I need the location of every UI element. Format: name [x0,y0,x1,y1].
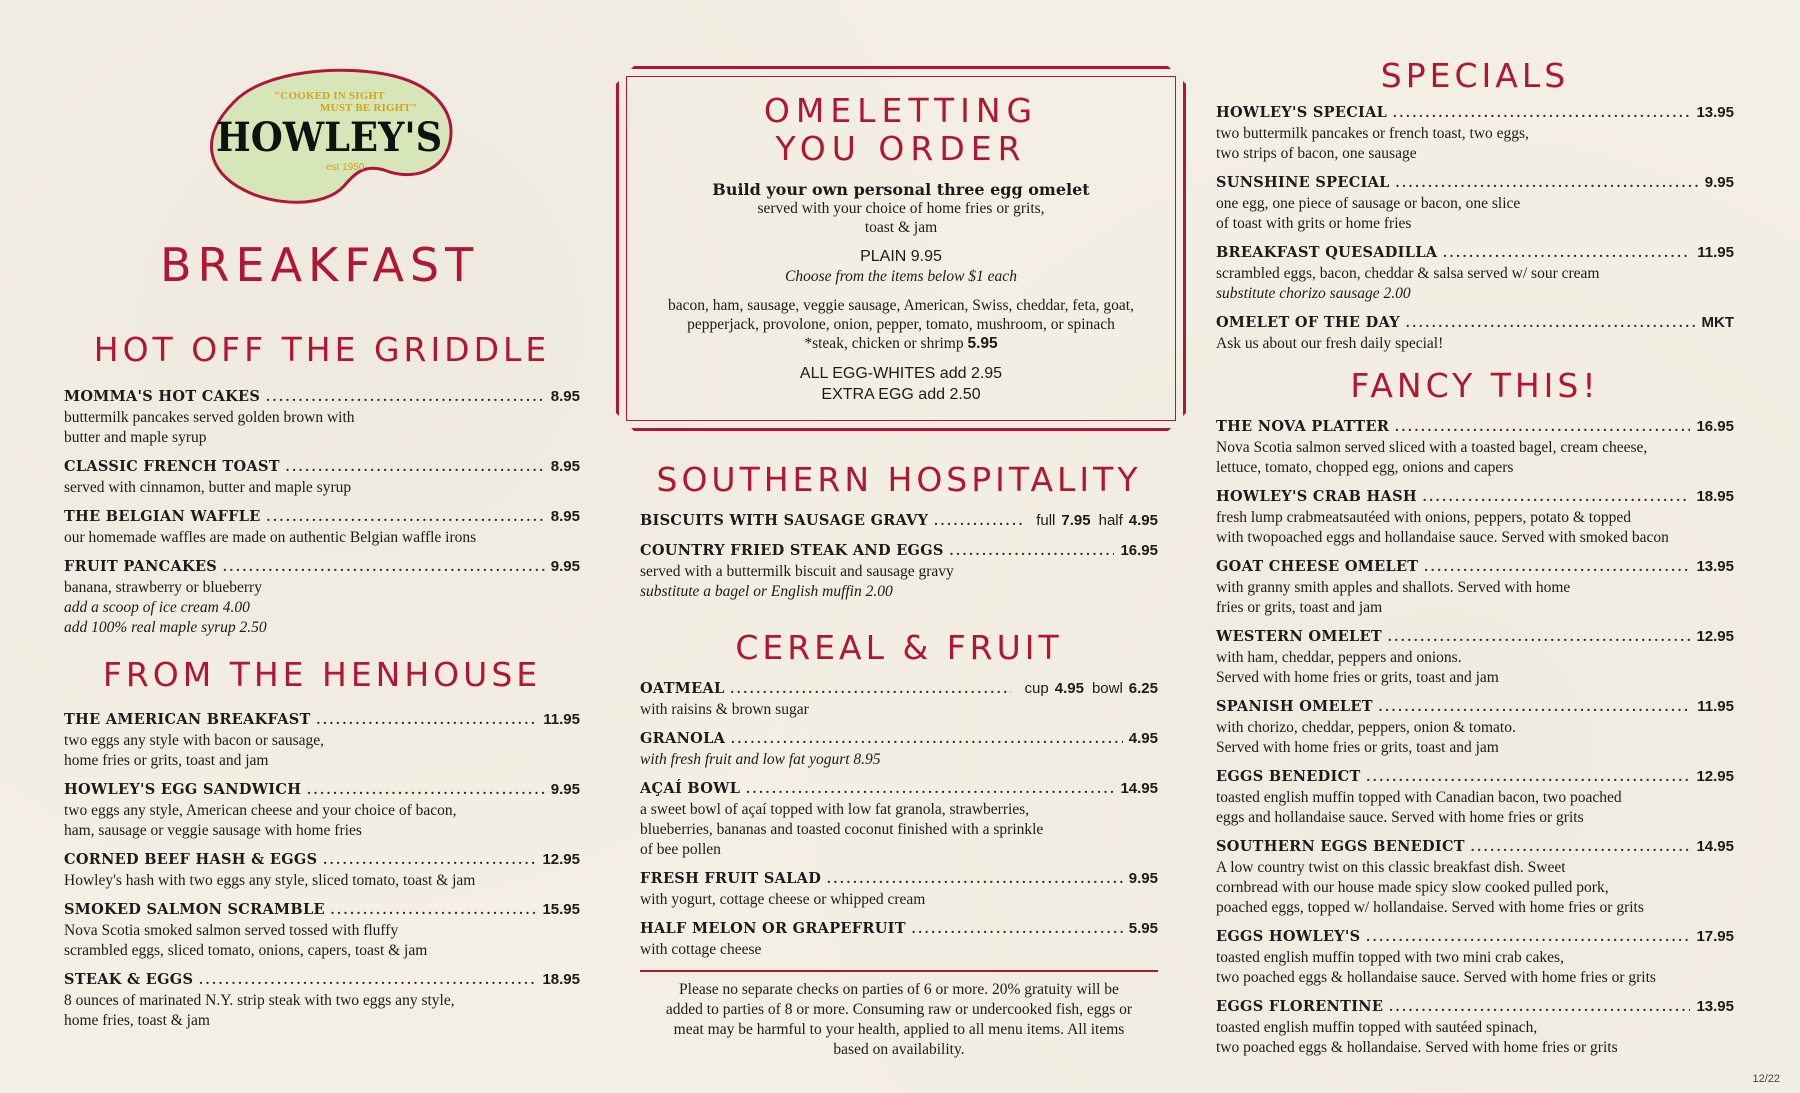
omelet-choose: Choose from the items below $1 each [785,268,1017,285]
menu-item-line [1216,557,1734,578]
cereal-list [640,679,1158,960]
menu-item-desc: lettuce, tomato, chopped egg, onions and capers [1216,459,1514,476]
dot-leader [1366,928,1690,948]
henhouse-list [64,710,580,1031]
omelet-items-3-line [630,334,1172,353]
menu-item-name: THE BELGIAN WAFFLE [64,508,261,525]
menu-item-desc: Howley's hash with two eggs any style, sliced tomato, toast & jam [64,872,476,889]
fancy-title: FANCY THIS! [1350,366,1600,405]
menu-item-price: 12.95 [1696,768,1734,785]
menu-item [1216,243,1734,304]
menu-item-line [1216,243,1734,264]
dot-leader [1471,838,1691,858]
southern-list [640,511,1158,602]
menu-item-desc: toasted english muffin topped with two mini crab cakes, [1216,949,1564,966]
dot-leader [1424,558,1690,578]
menu-item [1216,417,1734,478]
menu-item [64,780,580,841]
menu-item-price: 8.95 [550,388,580,405]
menu-item-line [640,679,1158,700]
specials-column [1216,56,1734,363]
cereal-column [640,628,1158,1060]
specials-title: SPECIALS [1380,56,1570,95]
dot-leader [223,558,545,578]
menu-item-desc: home fries, toast & jam [64,1012,210,1029]
omelet-extra-egg: EXTRA EGG add 2.50 [821,386,981,403]
menu-item-price: 9.95 [550,781,580,798]
menu-item-line [1216,103,1734,124]
menu-item [1216,173,1734,234]
menu-item-desc: toasted english muffin topped with sautéed spinach, [1216,1019,1538,1036]
menu-item-line [1216,697,1734,718]
menu-item-price: 14.95 [1696,838,1734,855]
menu-item-name: HOWLEY'S EGG SANDWICH [64,781,302,798]
henhouse-column [64,655,580,1040]
menu-item-price: 9.95 [1704,174,1734,191]
menu-item [64,900,580,961]
dot-leader [1423,488,1691,508]
price-size-label: cup [1024,680,1049,697]
menu-item-desc: a sweet bowl of açaí topped with low fat granola, strawberries, [640,801,1030,818]
menu-item [640,869,1158,910]
menu-item-desc: of toast with grits or home fries [1216,215,1412,232]
menu-item [1216,103,1734,164]
omelet-egg-whites: ALL EGG-WHITES add 2.95 [799,365,1003,382]
menu-item-line [64,780,580,801]
menu-item-note: substitute chorizo sausage 2.00 [1216,285,1411,302]
menu-item-desc: with ham, cheddar, peppers and onions. [1216,649,1462,666]
menu-item [1216,697,1734,758]
menu-item-price: 16.95 [1120,542,1158,559]
menu-item-desc: one egg, one piece of sausage or bacon, one slice [1216,195,1521,212]
menu-item-desc: our homemade waffles are made on authentic Belgian waffle irons [64,529,477,546]
menu-item-line [1216,313,1734,334]
menu-item-name: HOWLEY'S CRAB HASH [1216,488,1417,505]
menu-item-desc: Served with home fries or grits, toast and jam [1216,739,1499,756]
menu-item-line [64,457,580,478]
menu-item-line [64,387,580,408]
menu-item-line [640,541,1158,562]
menu-item-price: 7.95 [1061,512,1091,529]
logo-tagline-1: "COOKED IN SIGHT [274,90,385,102]
dot-leader [307,781,545,801]
dot-leader [317,711,538,731]
menu-item-name: FRUIT PANCAKES [64,558,218,575]
menu-item-price: 12.95 [1696,628,1734,645]
menu-item-name: EGGS FLORENTINE [1216,998,1384,1015]
specials-list [1216,103,1734,354]
menu-item-desc: with granny smith apples and shallots. Served with home [1216,579,1571,596]
menu-item-desc: with chorizo, cheddar, peppers, onion & tomato. [1216,719,1516,736]
menu-item-desc: home fries or grits, toast and jam [64,752,269,769]
southern-column [640,460,1158,611]
menu-item-note: with fresh fruit and low fat yogurt 8.95 [640,751,881,768]
menu-item-desc: Nova Scotia smoked salmon served tossed with fluffy [64,922,399,939]
dot-leader [1443,244,1691,264]
menu-item-name: STEAK & EGGS [64,971,194,988]
dot-leader [827,870,1123,890]
menu-item-line [64,507,580,528]
omelet-box [630,92,1172,405]
dot-leader [1393,104,1690,124]
menu-item [640,919,1158,960]
dot-leader [286,458,545,478]
dot-leader [267,508,545,528]
menu-item-name: BREAKFAST QUESADILLA [1216,244,1438,261]
menu-item-price: 13.95 [1696,104,1734,121]
menu-item-price: 17.95 [1696,928,1734,945]
page-title: BREAKFAST [160,238,480,292]
omelet-items-1: bacon, ham, sausage, veggie sausage, American, Swiss, cheddar, feta, goat, [668,297,1134,314]
footnote-divider [640,970,1158,972]
griddle-list [64,387,580,638]
menu-item-price-2: 4.95 [1128,512,1158,529]
menu-item-line [640,729,1158,750]
menu-item-name: MOMMA'S HOT CAKES [64,388,261,405]
menu-item-name: SMOKED SALMON SCRAMBLE [64,901,325,918]
menu-item [1216,557,1734,618]
menu-item-line [64,557,580,578]
menu-item-desc: 8 ounces of marinated N.Y. strip steak with two eggs any style, [64,992,455,1009]
menu-item-name: THE AMERICAN BREAKFAST [64,711,311,728]
menu-item-name: OATMEAL [640,680,725,697]
menu-item-price: 18.95 [542,971,580,988]
logo-name: HOWLEY'S [216,114,443,161]
menu-item-desc: two poached eggs & hollandaise. Served with home fries or grits [1216,1039,1618,1056]
menu-item-price: 8.95 [550,508,580,525]
menu-item-name: SUNSHINE SPECIAL [1216,174,1390,191]
menu-item-price: 13.95 [1696,998,1734,1015]
menu-item-desc: fresh lump crabmeatsautéed with onions, peppers, potato & topped [1216,509,1631,526]
dot-leader [731,680,1011,700]
menu-item-line [64,970,580,991]
dot-leader [331,901,537,921]
menu-item-desc: scrambled eggs, sliced tomato, onions, capers, toast & jam [64,942,428,959]
menu-item-desc: fries or grits, toast and jam [1216,599,1383,616]
menu-item-name: THE NOVA PLATTER [1216,418,1390,435]
menu-item-desc: cornbread with our house made spicy slow cooked pulled pork, [1216,879,1609,896]
menu-item-desc: ham, sausage or veggie sausage with home fries [64,822,362,839]
menu-item-line [1216,487,1734,508]
menu-item-line [64,900,580,921]
menu-item [1216,313,1734,354]
menu-item-desc: poached eggs, topped w/ hollandaise. Served with home fries or grits [1216,899,1644,916]
menu-item-line [64,850,580,871]
menu-item [64,557,580,638]
menu-item-name: SOUTHERN EGGS BENEDICT [1216,838,1465,855]
menu-item-name: FRESH FRUIT SALAD [640,870,822,887]
griddle-title: HOT OFF THE GRIDDLE [93,330,551,369]
dot-leader [934,512,1022,532]
menu-item-line [1216,173,1734,194]
menu-item [64,710,580,771]
menu-item-note: add 100% real maple syrup 2.50 [64,619,267,636]
dot-leader [1367,768,1691,788]
menu-item [1216,487,1734,548]
menu-item-desc: Nova Scotia salmon served sliced with a toasted bagel, cream cheese, [1216,439,1648,456]
menu-item-desc: buttermilk pancakes served golden brown with [64,409,355,426]
menu-item-price: 18.95 [1696,488,1734,505]
menu-item [64,507,580,548]
menu-item-desc: two eggs any style with bacon or sausage, [64,732,324,749]
menu-item-price: 11.95 [1697,244,1734,261]
menu-item-price: 11.95 [1697,698,1734,715]
menu-item-line [640,511,1158,532]
menu-item-price: 9.95 [1128,870,1158,887]
fancy-list [1216,417,1734,1058]
menu-item-desc: A low country twist on this classic breakfast dish. Sweet [1216,859,1566,876]
menu-item-desc: with raisins & brown sugar [640,701,809,718]
menu-item-name: HALF MELON OR GRAPEFRUIT [640,920,906,937]
menu-item-desc: two strips of bacon, one sausage [1216,145,1417,162]
dot-leader [1396,174,1699,194]
menu-item-desc: butter and maple syrup [64,429,207,446]
menu-item-note: substitute a bagel or English muffin 2.00 [640,583,893,600]
menu-item-price: 4.95 [1128,730,1158,747]
price-size-label: half [1098,512,1123,529]
dot-leader [266,388,545,408]
omelet-plain-price: PLAIN 9.95 [860,248,942,265]
menu-item-desc: blueberries, bananas and toasted coconut finished with a sprinkle [640,821,1044,838]
omelet-items-2: pepperjack, provolone, onion, pepper, tomato, mushroom, or spinach [687,316,1115,333]
menu-item-line [1216,997,1734,1018]
menu-item [640,779,1158,860]
menu-item-line [64,710,580,731]
menu-item [1216,927,1734,988]
omelet-desc-2: toast & jam [864,219,938,236]
menu-item-desc: toasted english muffin topped with Canadian bacon, two poached [1216,789,1622,806]
omelet-desc-1: served with your choice of home fries or grits, [757,200,1045,217]
menu-date: 12/22 [1752,1073,1780,1085]
menu-item-name: GOAT CHEESE OMELET [1216,558,1419,575]
dot-leader [1389,998,1690,1018]
dot-leader [1395,418,1690,438]
menu-item-line [1216,927,1734,948]
menu-item-name: SPANISH OMELET [1216,698,1373,715]
cereal-title: CEREAL & FRUIT [735,628,1063,667]
menu-item-desc: served with a buttermilk biscuit and sausage gravy [640,563,954,580]
menu-item-desc: two eggs any style, American cheese and your choice of bacon, [64,802,457,819]
menu-item [640,511,1158,532]
omelet-items-3: *steak, chicken or shrimp [804,335,964,352]
omelet-subtitle: Build your own personal three egg omelet [712,180,1090,199]
menu-item [64,850,580,891]
menu-item-name: EGGS BENEDICT [1216,768,1361,785]
price-size-label: full [1036,512,1056,529]
menu-item-name: EGGS HOWLEY'S [1216,928,1361,945]
menu-item-desc: scrambled eggs, bacon, cheddar & salsa served w/ sour cream [1216,265,1600,282]
footnote-line: meat may be harmful to your health, applied to all menu items. All items [673,1021,1125,1038]
southern-title: SOUTHERN HOSPITALITY [656,460,1142,499]
menu-item-desc: two poached eggs & hollandaise sauce. Served with home fries or grits [1216,969,1656,986]
menu-item-line [1216,417,1734,438]
menu-item [1216,837,1734,918]
menu-item-line [640,919,1158,940]
henhouse-title: FROM THE HENHOUSE [102,655,542,694]
menu-item [1216,627,1734,688]
menu-item [640,679,1158,720]
menu-item-desc: Served with home fries or grits, toast and jam [1216,669,1499,686]
omelet-title-1: OMELETTING [763,91,1039,130]
menu-item-name: GRANOLA [640,730,726,747]
menu-item-price: 8.95 [550,458,580,475]
menu-item-price: 12.95 [542,851,580,868]
omelet-items-3-price: 5.95 [967,335,998,352]
menu-item-name: AÇAÍ BOWL [640,780,741,797]
menu-item-line [1216,837,1734,858]
menu-item [1216,767,1734,828]
menu-item-price: 15.95 [542,901,580,918]
menu-item [64,457,580,498]
menu-item-desc: banana, strawberry or blueberry [64,579,262,596]
menu-item [1216,997,1734,1058]
logo-tagline-2: MUST BE RIGHT" [320,102,418,114]
dot-leader [746,780,1114,800]
menu-item-price: MKT [1701,314,1734,331]
menu-item [640,541,1158,602]
dot-leader [1406,314,1696,334]
menu-item-desc: eggs and hollandaise sauce. Served with home fries or grits [1216,809,1584,826]
dot-leader [1379,698,1691,718]
howleys-logo [194,62,456,208]
left-column [64,330,580,647]
menu-item-name: CLASSIC FRENCH TOAST [64,458,280,475]
dot-leader [1388,628,1690,648]
omelet-title-2: YOU ORDER [775,129,1027,168]
footnote [640,980,1158,1060]
menu-item-price-2: 6.25 [1128,680,1158,697]
menu-item-name: OMELET OF THE DAY [1216,314,1400,331]
menu-item-line [640,869,1158,890]
footnote-line: added to parties of 8 or more. Consuming raw or undercooked fish, eggs or [665,1001,1133,1018]
dot-leader [950,542,1115,562]
menu-item-name: BISCUITS WITH SAUSAGE GRAVY [640,512,929,529]
menu-item-desc: with cottage cheese [640,941,762,958]
menu-item-price: 4.95 [1054,680,1084,697]
footnote-line: based on availability. [833,1041,965,1058]
menu-item-desc: with twopoached eggs and hollandaise sauce. Served with smoked bacon [1216,529,1669,546]
dot-leader [912,920,1123,940]
price-size-label: bowl [1091,680,1123,697]
menu-item-desc: served with cinnamon, butter and maple syrup [64,479,352,496]
menu-item [64,970,580,1031]
menu-item [64,387,580,448]
menu-item-price: 11.95 [543,711,580,728]
menu-item-price: 9.95 [550,558,580,575]
menu-item-price: 13.95 [1696,558,1734,575]
menu-item-line [640,779,1158,800]
menu-item-name: CORNED BEEF HASH & EGGS [64,851,318,868]
menu-item-desc: with yogurt, cottage cheese or whipped cream [640,891,926,908]
menu-item-name: WESTERN OMELET [1216,628,1382,645]
menu-item-line [1216,627,1734,648]
menu-item-desc: Ask us about our fresh daily special! [1216,335,1444,352]
menu-item-desc: of bee pollen [640,841,721,858]
dot-leader [199,971,536,991]
fancy-column [1216,366,1734,1067]
dot-leader [731,730,1123,750]
menu-item-price: 5.95 [1128,920,1158,937]
dot-leader [323,851,536,871]
menu-item-name: HOWLEY'S SPECIAL [1216,104,1388,121]
menu-item-price: 14.95 [1120,780,1158,797]
menu-item-price: 16.95 [1696,418,1734,435]
menu-item-name: COUNTRY FRIED STEAK AND EGGS [640,542,944,559]
footnote-line: Please no separate checks on parties of 6 or more. 20% gratuity will be [679,981,1119,998]
menu-item-note: add a scoop of ice cream 4.00 [64,599,250,616]
menu-item-desc: two buttermilk pancakes or french toast, two eggs, [1216,125,1529,142]
logo-est: est 1950 [326,162,365,173]
menu-item-line [1216,767,1734,788]
menu-item [640,729,1158,770]
